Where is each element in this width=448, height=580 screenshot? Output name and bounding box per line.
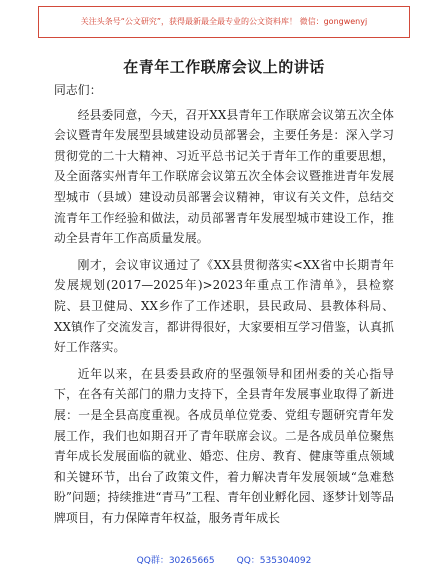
- salutation: 同志们：: [54, 83, 102, 97]
- promo-banner: [38, 6, 410, 38]
- footer-qq-group: QQ群：30265665: [136, 556, 215, 566]
- page-footer: [0, 553, 448, 566]
- document-body: [54, 80, 394, 534]
- promo-banner-text: 关注头条号“公文研究”，获得最新最全最专业的公文资料库！ 微信：gongwenyj: [80, 17, 368, 26]
- footer-qq: QQ：535304092: [236, 556, 312, 566]
- document-title: 在青年工作联席会议上的讲话: [123, 58, 325, 76]
- paragraph: 经县委同意，今天，召开XX县青年工作联席会议第五次全体会议暨青年发展型县域建设动员部署会，主要任务是：深入学习贯彻党的二十大精神、习近平总书记关于青年工作的重要思想，及全面落实州青年工作联席会议第五次全体会议暨推进青年发展型城市（县域）建设动员部署会议精神，审议有关文件，总结交流青年工作经验和做法，动员部署青年发展型城市建设工作，推动全县青年工作高质量发展。: [54, 107, 394, 246]
- paragraph: 近年以来，在县委县政府的坚强领导和团州委的关心指导下，在各有关部门的鼎力支持下，全县青年发展事业取得了新进展：一是全县高度重视。各成员单位党委、党组专题研究青年发展工作，我们也如期召开了青年联席会议。二是各成员单位聚焦青年成长发展面临的就业、婚恋、住房、教育、健康等重点领域和关键环节，出台了政策文件，着力解决青年发展领域“急难愁盼”问题；持续推进“青马”工程、青年创业孵化园、逐梦计划等品牌项目，有力保障青年权益，服务青年成长: [54, 366, 394, 525]
- paragraph: 刚才，会议审议通过了《XX县贯彻落实<XX省中长期青年发展规划(2017—2025年)>2023年重点工作清单》，县检察院、县卫健局、XX乡作了工作述职，县民政局、县教体科局、XX镇作了交流发言，都讲得很好，大家要相互学习借鉴，认真抓好工作落实。: [54, 257, 394, 355]
